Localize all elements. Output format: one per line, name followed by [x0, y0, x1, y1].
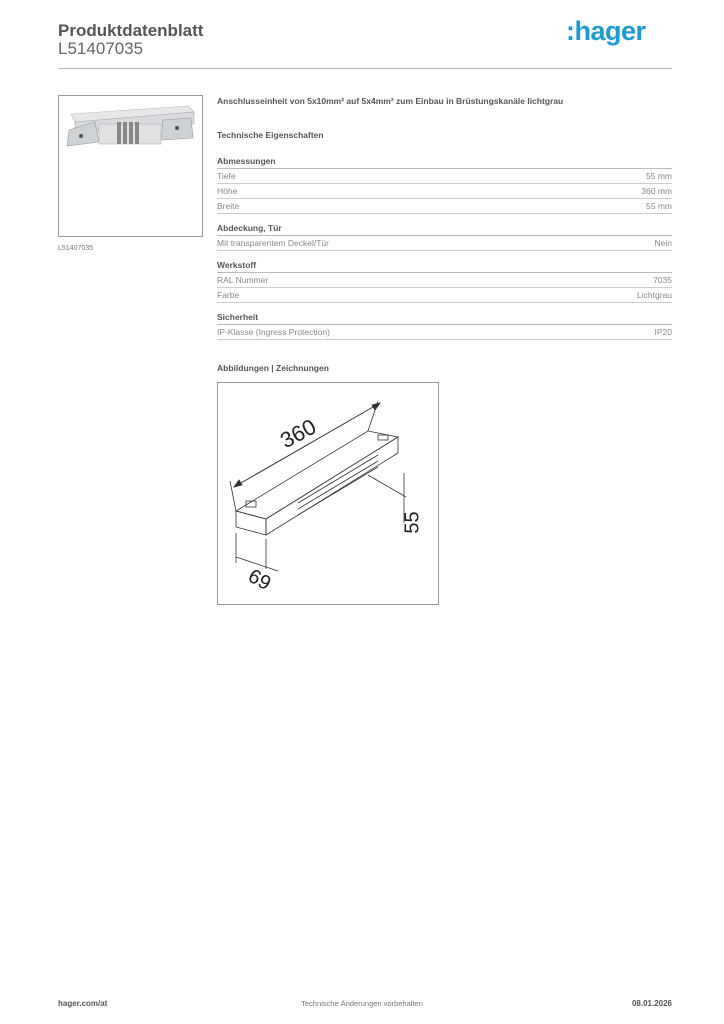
dim-length-label: 360 — [276, 413, 321, 454]
spec-label: RAL Nummer — [217, 275, 269, 285]
spec-row — [217, 288, 672, 303]
spec-row — [217, 199, 672, 214]
technical-drawing — [217, 382, 439, 605]
spec-row — [217, 184, 672, 199]
spec-value: IP20 — [654, 327, 672, 337]
spec-label: Breite — [217, 201, 240, 211]
section-abdeckung — [217, 223, 672, 251]
spec-row — [217, 325, 672, 340]
spec-label: Höhe — [217, 186, 238, 196]
spec-value: 360 mm — [641, 186, 672, 196]
section-title: Abmessungen — [217, 156, 672, 169]
spec-value: Lichtgrau — [637, 290, 672, 300]
footer-website[interactable]: hager.com/at — [58, 999, 108, 1008]
spec-value: 55 mm — [646, 171, 672, 181]
tech-heading: Technische Eigenschaften — [217, 130, 324, 140]
spec-label: Farbe — [217, 290, 240, 300]
photo-caption: L51407035 — [58, 245, 94, 252]
product-description: Anschlusseinheit von 5x10mm² auf 5x4mm² zum Einbau in Brüstungskanäle lichtgrau — [217, 96, 564, 106]
spec-label: Mit transparentem Deckel/Tür — [217, 238, 329, 248]
spec-row — [217, 273, 672, 288]
spec-value: 55 mm — [646, 201, 672, 211]
product-photo — [58, 95, 203, 237]
spec-value: Nein — [654, 238, 672, 248]
product-code: L51407035 — [58, 39, 144, 58]
footer-disclaimer: Technische Änderungen vorbehalten — [301, 999, 423, 1008]
page-title: Produktdatenblatt — [58, 21, 204, 40]
spec-value: 7035 — [653, 275, 672, 285]
spec-label: Tiefe — [217, 171, 236, 181]
dim-width-label: 69 — [244, 565, 275, 595]
section-abmessungen — [217, 156, 672, 214]
section-werkstoff — [217, 260, 672, 303]
footer-date: 08.01.2026 — [631, 999, 672, 1008]
section-sicherheit — [217, 312, 672, 340]
section-title: Werkstoff — [217, 260, 672, 273]
spec-row — [217, 169, 672, 184]
hager-logo: :hager — [566, 16, 646, 46]
spec-label: IP-Klasse (Ingress Protection) — [217, 327, 330, 337]
figures-heading: Abbildungen | Zeichnungen — [217, 363, 329, 373]
section-title: Abdeckung, Tür — [217, 223, 672, 236]
section-title: Sicherheit — [217, 312, 672, 325]
dim-height-label: 55 — [401, 511, 424, 534]
spec-table — [217, 156, 672, 349]
spec-row — [217, 236, 672, 251]
header-divider — [58, 68, 672, 69]
